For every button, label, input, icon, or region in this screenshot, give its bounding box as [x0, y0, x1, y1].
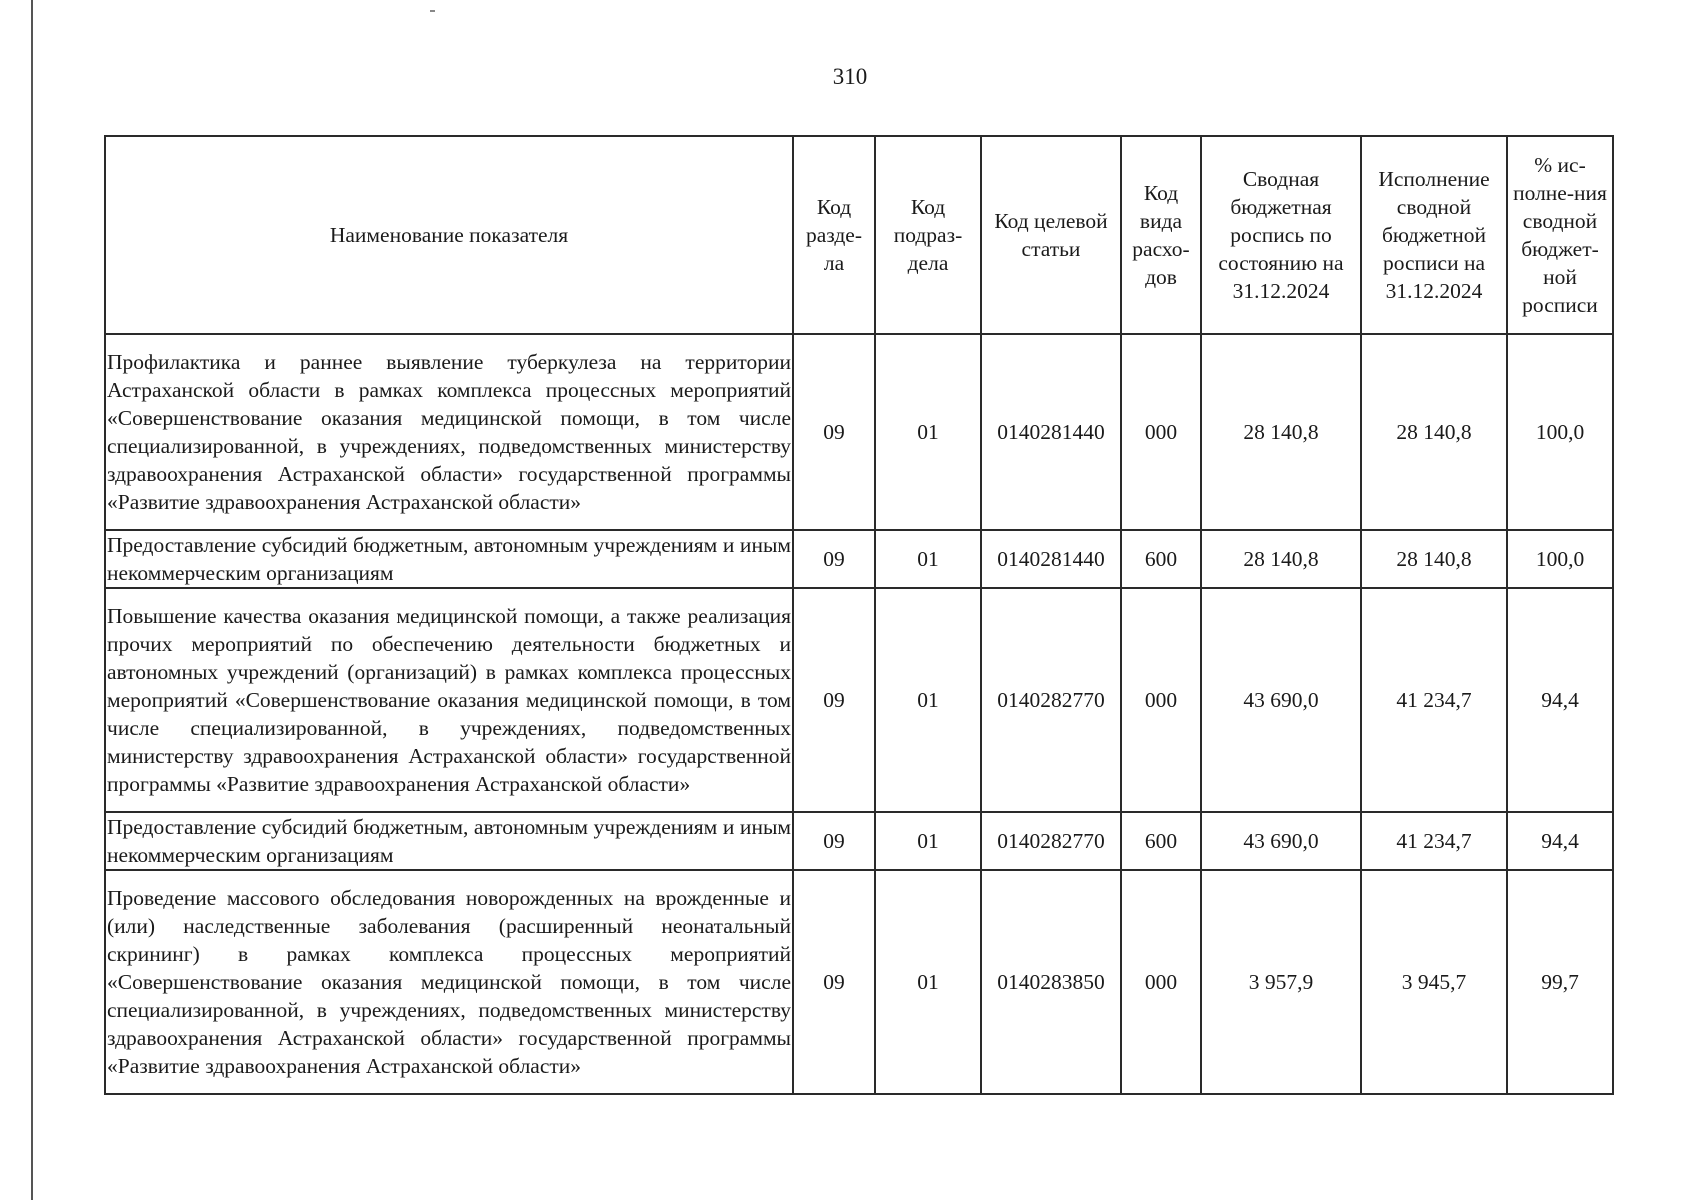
- row-target-code: 0140282770: [981, 588, 1121, 812]
- row-section-code: 09: [793, 530, 875, 588]
- header-expense-code: Код вида расхо-дов: [1121, 136, 1201, 334]
- row-section-code: 09: [793, 334, 875, 530]
- header-name: Наименование показателя: [105, 136, 793, 334]
- row-budget-execution: 3 945,7: [1361, 870, 1507, 1094]
- budget-execution-table: [104, 135, 1614, 1095]
- row-execution-percent: 94,4: [1507, 812, 1613, 870]
- header-subsection-code: Код подраз-дела: [875, 136, 981, 334]
- scan-speck: [430, 10, 435, 12]
- row-target-code: 0140281440: [981, 334, 1121, 530]
- header-target-code: Код целевой статьи: [981, 136, 1121, 334]
- table-row: [105, 812, 1613, 870]
- row-budget-plan: 28 140,8: [1201, 334, 1361, 530]
- row-target-code: 0140283850: [981, 870, 1121, 1094]
- row-subsection-code: 01: [875, 530, 981, 588]
- row-section-code: 09: [793, 588, 875, 812]
- table-row: [105, 334, 1613, 530]
- row-budget-execution: 41 234,7: [1361, 812, 1507, 870]
- table-header-row: [105, 136, 1613, 334]
- row-execution-percent: 99,7: [1507, 870, 1613, 1094]
- row-name: Проведение массового обследования новорожденных на врожденные и (или) наследственные заболевания (расширенный неонатальный скрининг) в рамках комплекса процессных мероприятий «Совершенствование оказания медицинской помощи, в том числе специализированной, в учреждениях, подведомственных министерству здравоохранения Астраханской области» государственной программы «Развитие здравоохранения Астраханской области»: [105, 870, 793, 1094]
- row-target-code: 0140281440: [981, 530, 1121, 588]
- row-subsection-code: 01: [875, 588, 981, 812]
- row-expense-code: 000: [1121, 870, 1201, 1094]
- row-budget-plan: 3 957,9: [1201, 870, 1361, 1094]
- row-budget-execution: 28 140,8: [1361, 334, 1507, 530]
- row-subsection-code: 01: [875, 334, 981, 530]
- scan-edge-line: [31, 0, 33, 1200]
- row-execution-percent: 100,0: [1507, 530, 1613, 588]
- row-subsection-code: 01: [875, 870, 981, 1094]
- header-budget-execution: Исполнение сводной бюджетной росписи на 31.12.2024: [1361, 136, 1507, 334]
- row-budget-execution: 28 140,8: [1361, 530, 1507, 588]
- row-expense-code: 600: [1121, 530, 1201, 588]
- page-number: 310: [832, 64, 868, 89]
- row-section-code: 09: [793, 870, 875, 1094]
- row-budget-plan: 43 690,0: [1201, 812, 1361, 870]
- row-name: Предоставление субсидий бюджетным, автономным учреждениям и иным некоммерческим организациям: [105, 530, 793, 588]
- row-expense-code: 000: [1121, 334, 1201, 530]
- header-section-code: Код разде-ла: [793, 136, 875, 334]
- row-section-code: 09: [793, 812, 875, 870]
- table-row: [105, 870, 1613, 1094]
- row-budget-plan: 43 690,0: [1201, 588, 1361, 812]
- row-budget-execution: 41 234,7: [1361, 588, 1507, 812]
- row-execution-percent: 94,4: [1507, 588, 1613, 812]
- row-target-code: 0140282770: [981, 812, 1121, 870]
- row-name: Повышение качества оказания медицинской помощи, а также реализация прочих мероприятий по обеспечению деятельности бюджетных и автономных учреждений (организаций) в рамках комплекса процессных мероприятий «Совершенствование оказания медицинской помощи, в том числе специализированной, в учреждениях, подведомственных министерству здравоохранения Астраханской области» государственной программы «Развитие здравоохранения Астраханской области»: [105, 588, 793, 812]
- row-name: Предоставление субсидий бюджетным, автономным учреждениям и иным некоммерческим организациям: [105, 812, 793, 870]
- table-row: [105, 530, 1613, 588]
- table-row: [105, 588, 1613, 812]
- row-expense-code: 600: [1121, 812, 1201, 870]
- row-execution-percent: 100,0: [1507, 334, 1613, 530]
- row-budget-plan: 28 140,8: [1201, 530, 1361, 588]
- header-execution-percent: % ис-полне-ния сводной бюджет-ной росписи: [1507, 136, 1613, 334]
- row-subsection-code: 01: [875, 812, 981, 870]
- row-expense-code: 000: [1121, 588, 1201, 812]
- header-budget-plan: Сводная бюджетная роспись по состоянию на 31.12.2024: [1201, 136, 1361, 334]
- row-name: Профилактика и раннее выявление туберкулеза на территории Астраханской области в рамках комплекса процессных мероприятий «Совершенствование оказания медицинской помощи, в том числе специализированной, в учреждениях, подведомственных министерству здравоохранения Астраханской области» государственной программы «Развитие здравоохранения Астраханской области»: [105, 334, 793, 530]
